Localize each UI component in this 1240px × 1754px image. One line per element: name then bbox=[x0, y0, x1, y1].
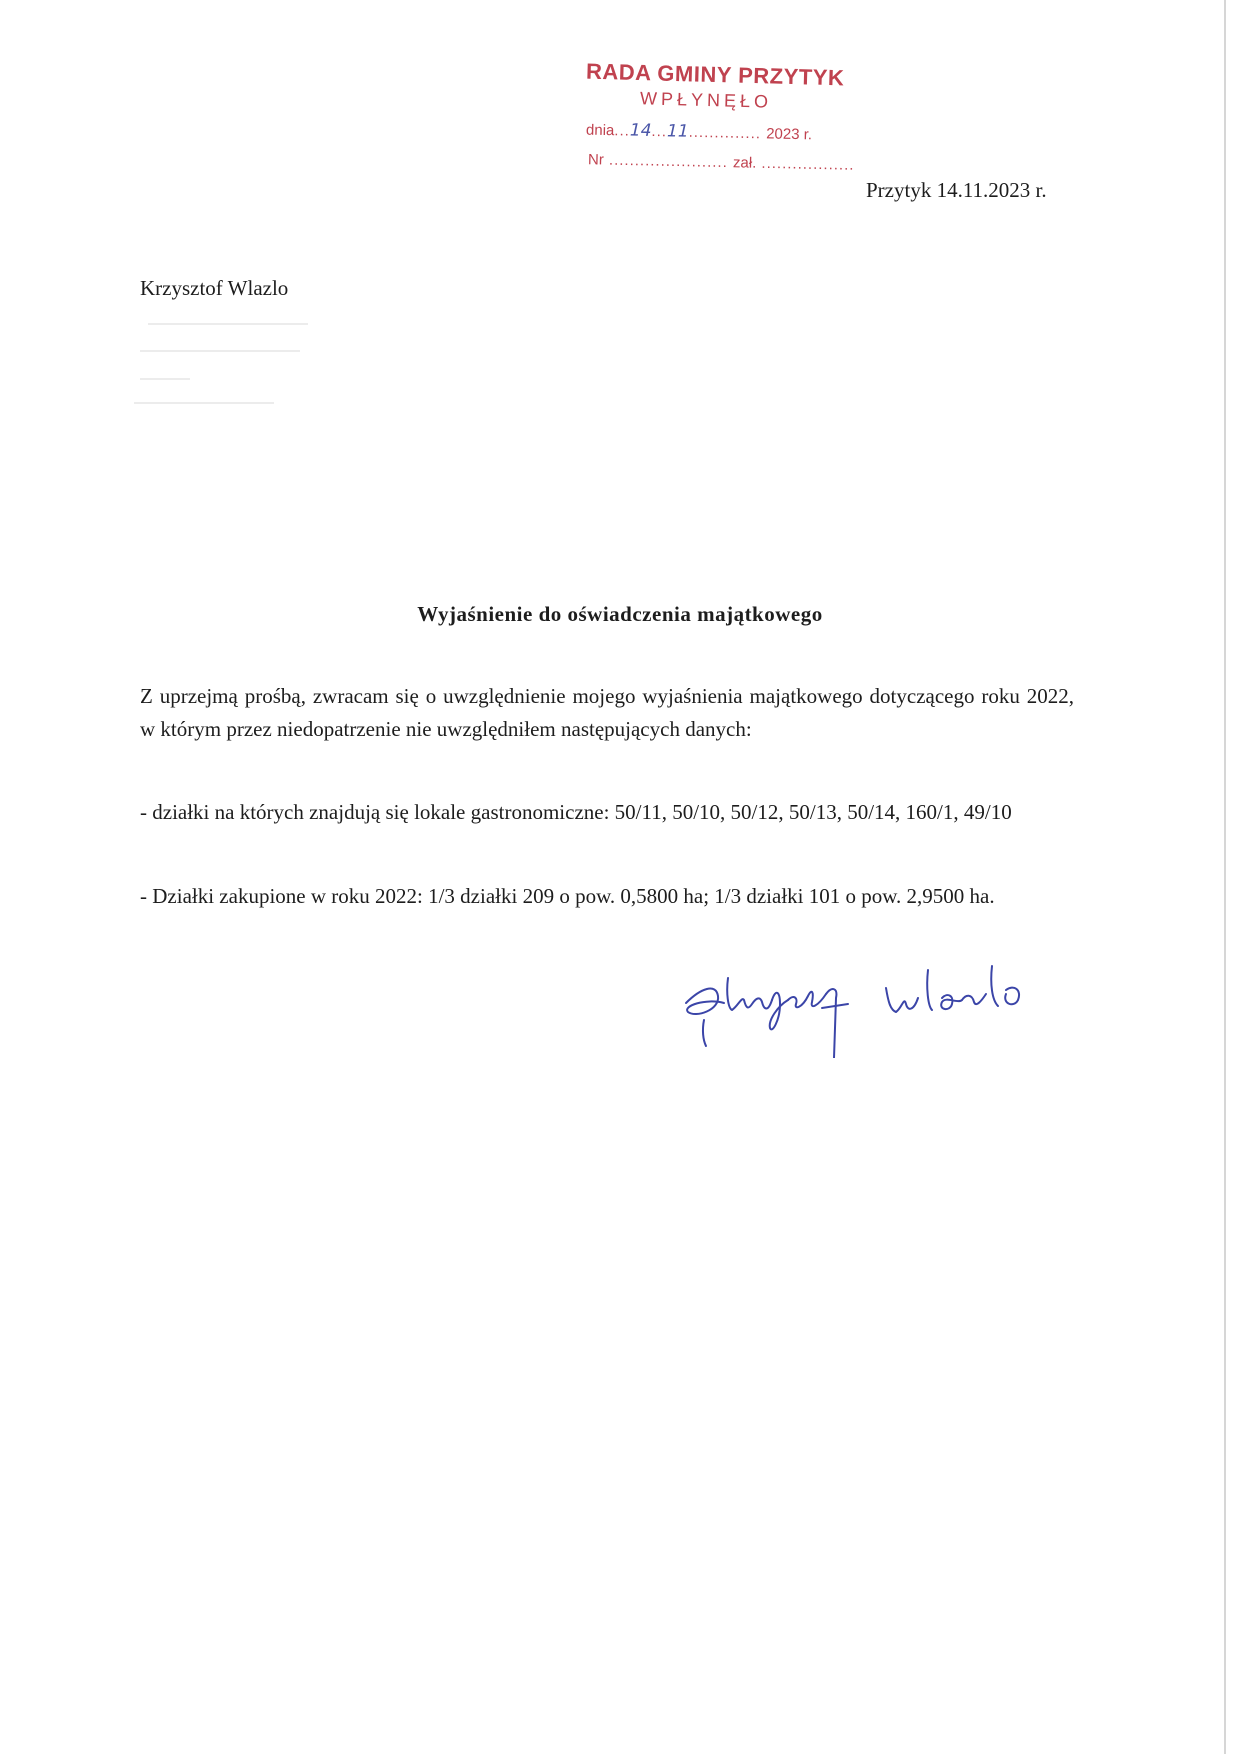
stamp-date-row: dnia...14...11.............. 2023 r. bbox=[585, 120, 813, 144]
redacted-address-line bbox=[140, 378, 190, 380]
stamp-month: 11 bbox=[666, 121, 689, 142]
stamp-year: 2023 r. bbox=[765, 125, 813, 144]
document-date: Przytyk 14.11.2023 r. bbox=[866, 178, 1047, 202]
paragraph-plots-purchased: - Działki zakupione w roku 2022: 1/3 działki 209 o pow. 0,5800 ha; 1/3 działki 101 o pow. 2,9500 ha. bbox=[140, 884, 995, 908]
paragraph-plots-gastronomy: - działki na których znajdują się lokale gastronomiczne: 50/11, 50/10, 50/12, 50/13, 50/14, 160/1, 49/10 bbox=[140, 800, 1012, 824]
stamp-day: 14 bbox=[629, 120, 652, 142]
stamp-nr-label: Nr bbox=[587, 151, 605, 169]
signature-text: Krzysztof Wlazlo bbox=[676, 948, 684, 949]
document-title: Wyjaśnienie do oświadczenia majątkowego bbox=[417, 602, 823, 626]
stamp-subtitle: WPŁYNĘŁO bbox=[639, 88, 773, 112]
stamp-dnia-label: dnia bbox=[585, 121, 615, 140]
redacted-address-line bbox=[140, 350, 300, 352]
redacted-address-line bbox=[134, 402, 274, 404]
stamp-zal-label: zał. bbox=[732, 154, 757, 172]
stamp-number-row: Nr ....................... zał. .................. bbox=[587, 151, 855, 174]
scan-edge bbox=[1224, 0, 1226, 1754]
redacted-address-line bbox=[148, 323, 308, 325]
author-name: Krzysztof Wlazlo bbox=[140, 276, 289, 300]
handwritten-signature bbox=[676, 948, 1056, 1058]
stamp-title: RADA GMINY PRZYTYK bbox=[585, 58, 845, 91]
paragraph-request: Z uprzejmą prośbą, zwracam się o uwzględnienie mojego wyjaśnienia majątkowego dotyczącego roku 2022, w którym przez niedopatrzenie nie uwzględniłem następujących danych: bbox=[140, 684, 1074, 741]
